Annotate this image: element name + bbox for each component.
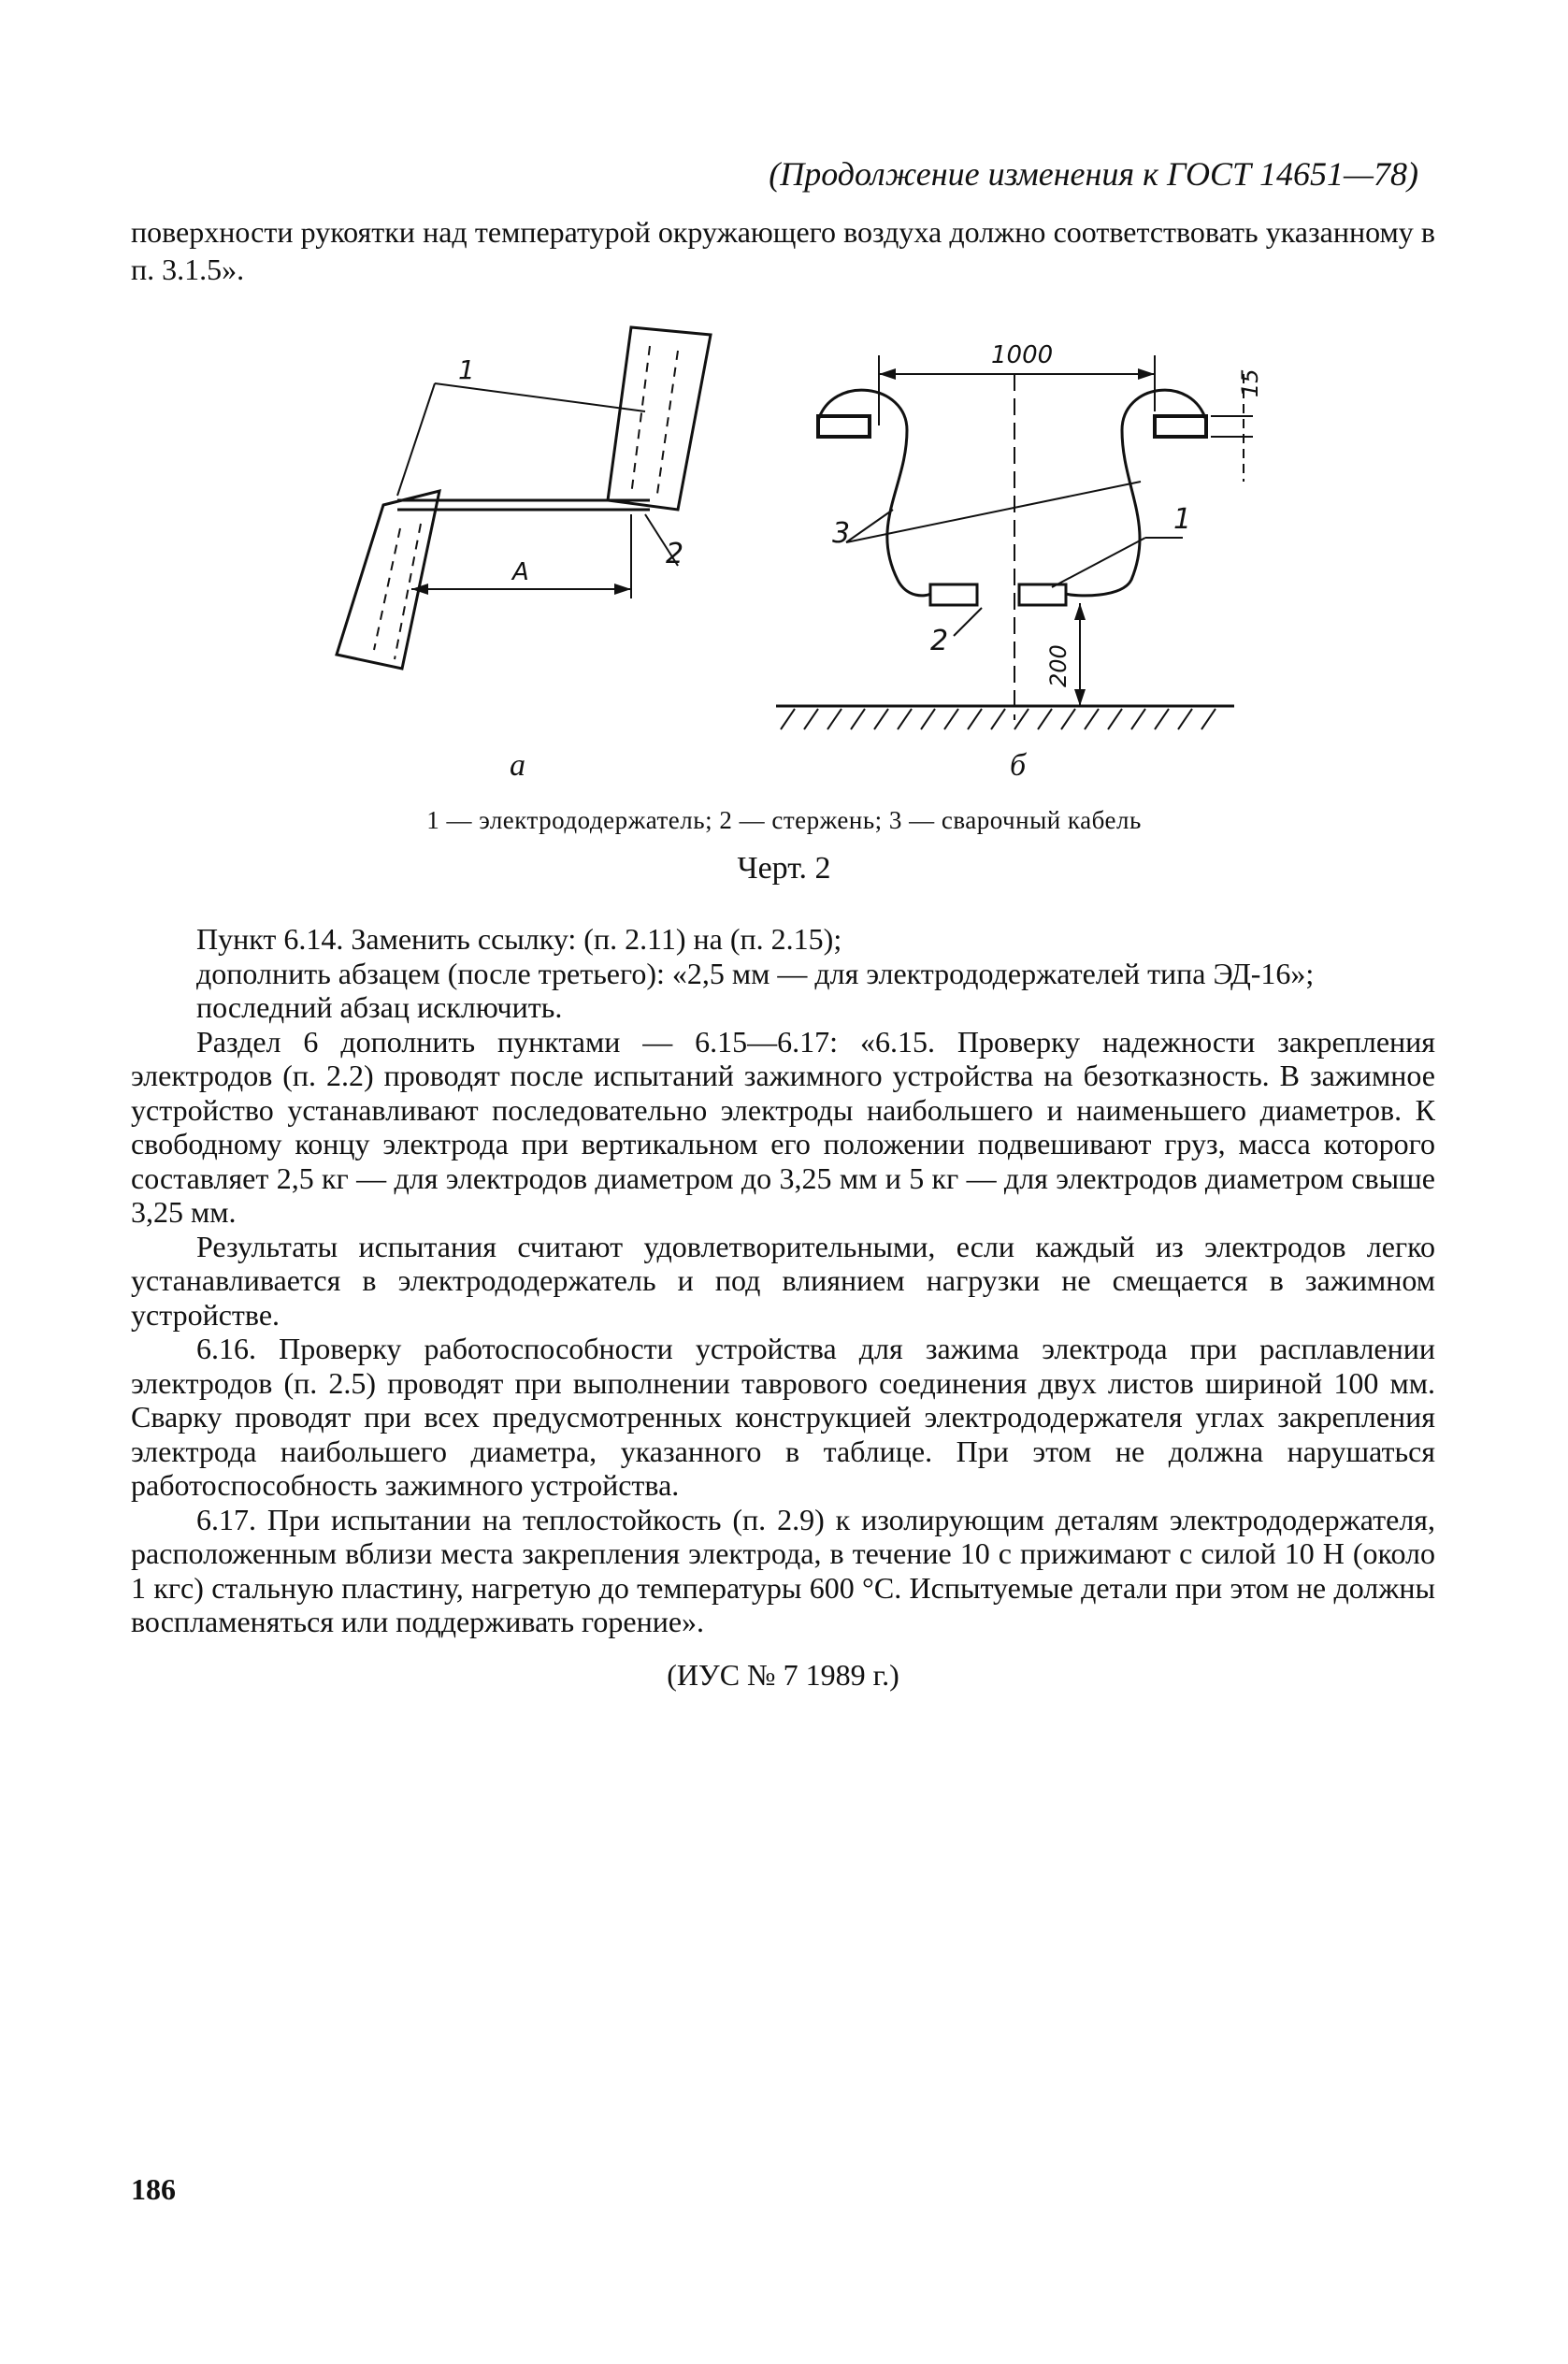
figure-caption: Черт. 2 (737, 851, 831, 886)
paragraph: последний абзац исключить. (196, 990, 563, 1024)
paragraph: 6.17. При испытании на теплостойкость (п. 2.9) к изолирующим деталям электрододержателя, расположенным вблизи места закрепления электрода, в течение 10 с прижимают с силой 10 Н (около 1 кгс) стальную пластину, нагретую до температуры 600 °С. Испытуемые детали при этом не должны воспламеняться или поддерживать горение». (131, 1502, 1435, 1638)
figure-legend: 1 — электрододержатель; 2 — стержень; 3 — сварочный кабель (426, 806, 1142, 834)
dim-1000-label: 1000 (991, 341, 1054, 369)
paragraph: 6.16. Проверку работоспособности устройства для зажима электрода при расплавлении электродов (п. 2.5) проводят при выполнении таврового соединения двух листов шириной 100 мм. Сварку проводят при всех предусмотренных конструкцией электрододержателя углах закрепления электрода наибольшего диаметра, указанного в таблице. При этом не должна нарушаться работоспособность зажимного устройства. (131, 1332, 1435, 1502)
dim-a-label: А (512, 558, 529, 586)
callout-2b: 2 (930, 625, 949, 657)
paragraph: Пункт 6.14. Заменить ссылку: (п. 2.11) на (п. 2.15); (196, 922, 842, 956)
callout-2a: 2 (666, 538, 684, 570)
callout-1a: 1 (458, 354, 475, 385)
body-text (131, 922, 1435, 1692)
drawing-b (776, 341, 1262, 729)
paragraph: Раздел 6 дополнить пунктами — 6.15—6.17: «6.15. Проверку надежности закрепления электродов (п. 2.2) проводят после испытаний зажимного устройства на безотказность. В зажимное устройство устанавливают последовательно электроды наибольшего и наименьшего диаметров. К свободному концу электрода при вертикальном его положении подвешивают груз, масса которого составляет 2,5 кг — для электродов диаметром до 3,25 мм и 5 кг — для электродов диаметром свыше 3,25 мм. (131, 1024, 1435, 1229)
callout-3: 3 (832, 517, 851, 550)
paragraph: Результаты испытания считают удовлетворительными, если каждый из электродов легко устанавливается в электрододержатель и под влиянием нагрузки не смещается в зажимном устройстве. (131, 1229, 1435, 1332)
page-number: 186 (131, 2172, 176, 2206)
drawing-a (337, 327, 711, 669)
intro-text: поверхности рукоятки над температурой окружающего воздуха должно соответствовать указанному в п. 3.1.5». (131, 215, 1435, 286)
dim-200-label: 200 (1045, 644, 1072, 687)
figure-label-b: б (1010, 748, 1027, 783)
paragraph: дополнить абзацем (после третьего): «2,5 мм — для электрододержателей типа ЭД-16»; (196, 956, 1315, 990)
header-continuation: (Продолжение изменения к ГОСТ 14651—78) (769, 155, 1418, 193)
source-note: (ИУС № 7 1989 г.) (667, 1657, 899, 1692)
callout-1b: 1 (1173, 503, 1192, 536)
dim-15-label: 15 (1237, 368, 1262, 397)
technical-drawing (309, 318, 1262, 804)
figure-label-a: а (510, 748, 525, 783)
